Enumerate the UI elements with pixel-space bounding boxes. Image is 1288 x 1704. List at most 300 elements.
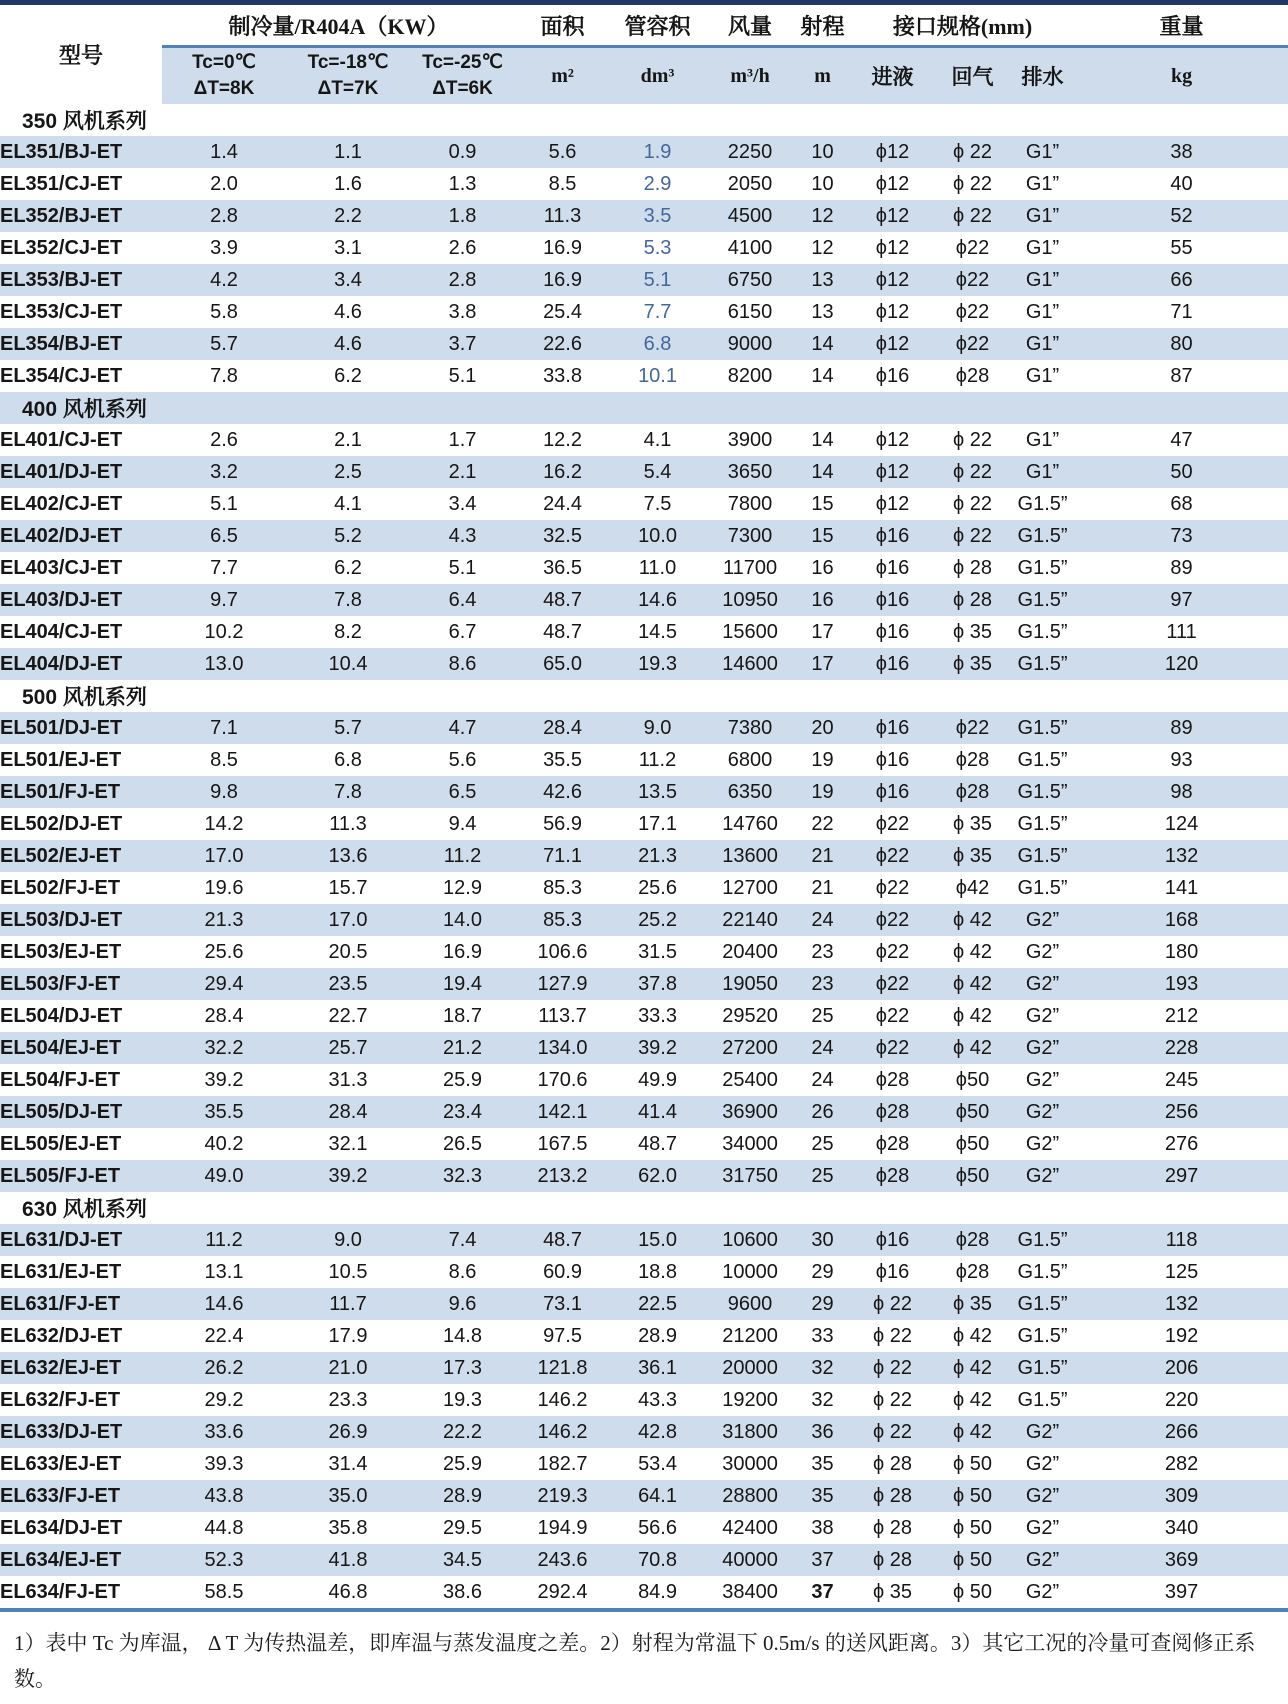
cell-throw: 25: [795, 1160, 850, 1192]
cell-c0: 13.1: [204, 1260, 244, 1283]
cell-weight: 369: [1075, 1544, 1288, 1576]
cell-c25: 5.1: [448, 364, 477, 387]
cell-liquid: ϕ16: [850, 520, 935, 552]
cell-area: 28.4: [515, 712, 610, 744]
cell-throw: 19: [795, 776, 850, 808]
section-title: 400 风机系列: [0, 392, 1288, 424]
cell-air: 10000: [722, 1260, 778, 1283]
cell-c18: 10.4: [286, 648, 410, 680]
cell-c18: 41.8: [286, 1544, 410, 1576]
cell-c25: 28.9: [410, 1480, 515, 1512]
cell-vol: 5.4: [610, 456, 705, 488]
cell-throw: 22: [811, 812, 834, 835]
cell-air: 7300: [705, 520, 795, 552]
cell-air: 25400: [722, 1068, 778, 1091]
cell-liquid: ϕ16: [850, 1224, 935, 1256]
cell-model: EL353/BJ-ET: [0, 264, 162, 296]
cell-drain: G2”: [1010, 904, 1075, 936]
cell-c0: 14.6: [162, 1288, 286, 1320]
cell-air: 36900: [705, 1096, 795, 1128]
cell-throw: 16: [795, 584, 850, 616]
table-row: [0, 936, 1288, 968]
cell-c0: 28.4: [204, 1004, 244, 1027]
cell-vol: 25.2: [610, 904, 705, 936]
table-row: [0, 648, 1288, 680]
cell-c25: 14.0: [410, 904, 515, 936]
cell-liquid: ϕ16: [875, 556, 910, 579]
cell-drain: G2”: [1010, 1032, 1075, 1064]
cell-throw: 21: [795, 840, 850, 872]
cell-air: 38400: [722, 1580, 778, 1603]
section-header-row: [0, 680, 1288, 712]
cell-gas: ϕ 28: [935, 584, 1010, 616]
cell-c18: 3.4: [286, 264, 410, 296]
cell-model: EL634/EJ-ET: [0, 1544, 162, 1576]
cell-air: 20400: [722, 940, 778, 963]
cell-model: EL503/EJ-ET: [0, 940, 122, 963]
cell-drain: G1”: [1010, 136, 1075, 168]
cell-drain: G1.5”: [1017, 812, 1068, 835]
cell-gas: ϕ 42: [953, 1388, 993, 1411]
cell-c25: 19.3: [443, 1388, 482, 1411]
cell-throw: 26: [795, 1096, 850, 1128]
cell-throw: 14: [795, 328, 850, 360]
cell-c0: 9.7: [162, 584, 286, 616]
cell-liquid: ϕ22: [875, 876, 910, 899]
cell-air: 6150: [727, 300, 773, 323]
tc0-dt-label: ΔT=8K: [193, 78, 255, 99]
cell-c25: 32.3: [410, 1160, 515, 1192]
cell-area: 113.7: [538, 1004, 587, 1027]
cell-throw: 14: [795, 456, 850, 488]
cell-air: 30000: [722, 1452, 778, 1475]
cell-air: 15600: [722, 620, 778, 643]
cell-model: EL505/DJ-ET: [0, 1096, 162, 1128]
cell-weight: 206: [1075, 1352, 1288, 1384]
cell-c0: 13.0: [162, 648, 286, 680]
cell-c0: 35.5: [162, 1096, 286, 1128]
cell-c25: 12.9: [443, 876, 482, 899]
tc18-dt-label: ΔT=7K: [317, 78, 379, 99]
cell-weight: 87: [1170, 364, 1193, 387]
cell-c18: 39.2: [286, 1160, 410, 1192]
cell-air: 28800: [705, 1480, 795, 1512]
cell-throw: 25: [811, 1004, 834, 1027]
cell-air: 40000: [705, 1544, 795, 1576]
cell-area: 25.4: [543, 300, 582, 323]
cell-c0: 14.2: [204, 812, 244, 835]
cell-drain: G1.5”: [1010, 712, 1075, 744]
cell-weight: 192: [1164, 1324, 1199, 1347]
cell-c25: 8.6: [410, 648, 515, 680]
col-header-weight: 重量: [1075, 3, 1288, 47]
cell-throw: 10: [811, 172, 834, 195]
cell-area: 32.5: [515, 520, 610, 552]
cell-c25: 4.7: [410, 712, 515, 744]
cell-drain: G1.5”: [1010, 1224, 1075, 1256]
cell-c25: 9.6: [410, 1288, 515, 1320]
cell-air: 2250: [705, 136, 795, 168]
cell-weight: 168: [1075, 904, 1288, 936]
cell-model: EL634/FJ-ET: [0, 1580, 121, 1603]
cell-gas: ϕ 35: [935, 1288, 1010, 1320]
cell-air: 27200: [705, 1032, 795, 1064]
cell-area: 85.3: [543, 876, 582, 899]
cell-c0: 5.1: [210, 492, 238, 515]
cell-c0: 44.8: [204, 1516, 244, 1539]
cell-throw: 20: [795, 712, 850, 744]
cell-vol: 11.2: [638, 748, 677, 771]
cell-area: 36.5: [543, 556, 582, 579]
cell-weight: 245: [1164, 1068, 1199, 1091]
cell-area: 292.4: [537, 1580, 588, 1603]
cell-weight: 73: [1075, 520, 1288, 552]
cell-gas: ϕ 22: [935, 136, 1010, 168]
cell-c25: 18.7: [443, 1004, 482, 1027]
cell-c18: 2.2: [286, 200, 410, 232]
cell-c25: 16.9: [443, 940, 482, 963]
cell-weight: 80: [1075, 328, 1288, 360]
cell-c18: 5.7: [286, 712, 410, 744]
cell-vol: 2.9: [643, 172, 672, 195]
cell-vol: 42.8: [610, 1416, 705, 1448]
cell-c25: 25.9: [443, 1068, 482, 1091]
cell-gas: ϕ 35: [953, 812, 993, 835]
cell-c18: 4.1: [334, 492, 362, 515]
table-row: [0, 296, 1288, 328]
cell-area: 213.2: [515, 1160, 610, 1192]
cell-gas: ϕ28: [935, 776, 1010, 808]
cell-drain: G1.5”: [1010, 1288, 1075, 1320]
cell-c18: 4.6: [286, 328, 410, 360]
cell-throw: 32: [795, 1352, 850, 1384]
cell-gas: ϕ 50: [953, 1580, 993, 1603]
cell-air: 7380: [705, 712, 795, 744]
cell-c0: 8.5: [210, 748, 238, 771]
unit-area: m²: [515, 47, 610, 105]
cell-weight: 47: [1170, 428, 1193, 451]
cell-area: 60.9: [543, 1260, 582, 1283]
table-row: [0, 1288, 1288, 1320]
subheader-drain: 排水: [1010, 47, 1075, 105]
cell-model: EL503/DJ-ET: [0, 904, 162, 936]
cell-area: 24.4: [543, 492, 582, 515]
table-row: [0, 200, 1288, 232]
cell-vol: 21.3: [610, 840, 705, 872]
cell-gas: ϕ 42: [935, 1416, 1010, 1448]
cell-throw: 17: [795, 648, 850, 680]
cell-liquid: ϕ12: [875, 428, 910, 451]
cell-c25: 29.5: [443, 1516, 482, 1539]
cell-air: 7800: [727, 492, 773, 515]
cell-liquid: ϕ 22: [850, 1352, 935, 1384]
cell-vol: 64.1: [610, 1480, 705, 1512]
cell-weight: 52: [1075, 200, 1288, 232]
cell-area: 71.1: [515, 840, 610, 872]
header-row-units: [0, 47, 1288, 105]
cell-liquid: ϕ22: [875, 812, 910, 835]
cell-model: EL504/EJ-ET: [0, 1032, 162, 1064]
cell-vol: 62.0: [610, 1160, 705, 1192]
cell-c25: 5.1: [448, 556, 477, 579]
cell-air: 42400: [722, 1516, 778, 1539]
cell-area: 12.2: [543, 428, 582, 451]
cell-liquid: ϕ28: [850, 1160, 935, 1192]
cell-air: 8200: [727, 364, 773, 387]
cell-c18: 11.3: [329, 812, 367, 835]
cell-gas: ϕ 42: [935, 1032, 1010, 1064]
cell-vol: 70.8: [610, 1544, 705, 1576]
cell-area: 121.8: [515, 1352, 610, 1384]
cell-vol: 1.9: [610, 136, 705, 168]
tc25-dt-label: ΔT=6K: [432, 78, 493, 99]
cell-area: 48.7: [515, 584, 610, 616]
cell-area: 167.5: [537, 1132, 588, 1155]
cell-area: 97.5: [543, 1324, 582, 1347]
cell-c18: 32.1: [328, 1132, 368, 1155]
unit-tube-volume: dm³: [610, 47, 705, 105]
cell-c18: 28.4: [286, 1096, 410, 1128]
cell-model: EL351/BJ-ET: [0, 136, 162, 168]
tc18-temp-label: Tc=-18℃: [307, 52, 389, 73]
cell-area: 194.9: [537, 1516, 588, 1539]
cell-c18: 11.7: [286, 1288, 410, 1320]
cell-throw: 29: [795, 1288, 850, 1320]
cell-throw: 10: [795, 136, 850, 168]
cell-c0: 2.8: [162, 200, 286, 232]
cell-throw: 16: [811, 556, 834, 579]
table-row: [0, 1512, 1288, 1544]
cell-throw: 12: [811, 236, 834, 259]
cell-c18: 22.7: [328, 1004, 368, 1027]
cell-liquid: ϕ 28: [873, 1452, 913, 1475]
cell-c18: 21.0: [286, 1352, 410, 1384]
cell-drain: G1”: [1010, 456, 1075, 488]
cell-c18: 8.2: [334, 620, 362, 643]
cell-model: EL631/EJ-ET: [0, 1260, 122, 1283]
cell-c0: 2.6: [210, 428, 238, 451]
table-row: [0, 264, 1288, 296]
cell-air: 6350: [705, 776, 795, 808]
cell-model: EL632/FJ-ET: [0, 1388, 121, 1411]
cell-vol: 6.8: [610, 328, 705, 360]
cell-area: 65.0: [515, 648, 610, 680]
cell-gas: ϕ50: [955, 1068, 990, 1091]
table-row: [0, 904, 1288, 936]
cell-liquid: ϕ 28: [873, 1516, 913, 1539]
table-row: [0, 1160, 1288, 1192]
cell-c25: 25.9: [443, 1452, 482, 1475]
cell-c0: 25.6: [204, 940, 244, 963]
cell-weight: 89: [1075, 712, 1288, 744]
cell-vol: 15.0: [610, 1224, 705, 1256]
cell-c18: 4.6: [334, 300, 362, 323]
cell-weight: 118: [1075, 1224, 1288, 1256]
cell-air: 6800: [727, 748, 773, 771]
cell-c25: 2.8: [410, 264, 515, 296]
cell-weight: 276: [1164, 1132, 1199, 1155]
cell-c0: 22.4: [204, 1324, 244, 1347]
cell-model: EL502/EJ-ET: [0, 840, 162, 872]
cell-vol: 53.4: [638, 1452, 677, 1475]
cell-c18: 25.7: [286, 1032, 410, 1064]
cell-model: EL633/FJ-ET: [0, 1480, 162, 1512]
cell-model: EL352/BJ-ET: [0, 200, 162, 232]
cell-vol: 49.9: [638, 1068, 677, 1091]
cell-liquid: ϕ12: [850, 456, 935, 488]
cell-air: 3650: [705, 456, 795, 488]
cell-c18: 6.2: [334, 364, 362, 387]
cell-area: 73.1: [515, 1288, 610, 1320]
table-row: [0, 616, 1288, 648]
cell-c0: 17.0: [162, 840, 286, 872]
col-header-throw: 射程: [795, 3, 850, 47]
section-title: 350 风机系列: [22, 110, 147, 133]
cell-c18: 13.6: [286, 840, 410, 872]
table-row: [0, 456, 1288, 488]
cell-model: EL505/FJ-ET: [0, 1160, 162, 1192]
table-row: [0, 1096, 1288, 1128]
cell-weight: 132: [1075, 840, 1288, 872]
cell-c0: 52.3: [162, 1544, 286, 1576]
cell-liquid: ϕ22: [850, 904, 935, 936]
cell-c25: 0.9: [410, 136, 515, 168]
cell-model: EL504/FJ-ET: [0, 1068, 121, 1091]
cell-throw: 37: [795, 1544, 850, 1576]
cell-model: EL632/DJ-ET: [0, 1324, 123, 1347]
cell-throw: 14: [811, 364, 834, 387]
cell-air: 12700: [722, 876, 778, 899]
cell-drain: G2”: [1010, 1160, 1075, 1192]
footnote: 1）表中 Tc 为库温， Δ T 为传热温差，即库温与蒸发温度之差。2）射程为常温下 0.5m/s 的送风距离。3）其它工况的冷量可查阅修正系数。: [14, 1631, 1256, 1691]
cell-gas: ϕ 50: [953, 1516, 993, 1539]
cell-drain: G1.5”: [1010, 648, 1075, 680]
cell-weight: 297: [1075, 1160, 1288, 1192]
cell-throw: 36: [795, 1416, 850, 1448]
table-row: [0, 1256, 1288, 1288]
cell-gas: ϕ28: [935, 1224, 1010, 1256]
cell-c18: 17.0: [286, 904, 410, 936]
cell-weight: 89: [1170, 556, 1193, 579]
cell-liquid: ϕ12: [875, 236, 910, 259]
cell-c0: 11.2: [162, 1224, 286, 1256]
cell-liquid: ϕ12: [850, 328, 935, 360]
cell-c18: 6.8: [334, 748, 362, 771]
cell-vol: 31.5: [638, 940, 677, 963]
cell-weight: 309: [1075, 1480, 1288, 1512]
table-row: [0, 360, 1288, 392]
cell-liquid: ϕ 22: [850, 1416, 935, 1448]
cell-vol: 41.4: [610, 1096, 705, 1128]
cell-vol: 7.7: [643, 300, 672, 323]
cell-c25: 3.7: [410, 328, 515, 360]
cell-c18: 10.5: [328, 1260, 368, 1283]
cell-throw: 13: [795, 264, 850, 296]
table-row: [0, 1320, 1288, 1352]
cell-model: EL501/FJ-ET: [0, 776, 162, 808]
table-row: [0, 1128, 1288, 1160]
cell-liquid: ϕ16: [875, 620, 910, 643]
cell-vol: 84.9: [638, 1580, 677, 1603]
cell-model: EL401/DJ-ET: [0, 456, 162, 488]
cell-throw: 23: [795, 968, 850, 1000]
cell-gas: ϕ22: [935, 264, 1010, 296]
cell-vol: 25.6: [638, 876, 677, 899]
cell-liquid: ϕ22: [875, 940, 910, 963]
cell-throw: 24: [795, 1032, 850, 1064]
table-header: [0, 3, 1288, 105]
cell-c0: 43.8: [162, 1480, 286, 1512]
cell-air: 29520: [722, 1004, 778, 1027]
cell-liquid: ϕ12: [875, 300, 910, 323]
cell-vol: 48.7: [638, 1132, 677, 1155]
cell-throw: 33: [811, 1324, 834, 1347]
cell-gas: ϕ22: [935, 328, 1010, 360]
cell-c25: 7.4: [410, 1224, 515, 1256]
cell-gas: ϕ 22: [935, 456, 1010, 488]
cell-c25: 3.8: [448, 300, 477, 323]
cell-vol: 4.1: [643, 428, 672, 451]
cell-liquid: ϕ22: [850, 840, 935, 872]
cell-gas: ϕ 28: [953, 556, 993, 579]
cell-air: 4500: [705, 200, 795, 232]
cell-vol: 37.8: [610, 968, 705, 1000]
cell-liquid: ϕ28: [875, 1068, 910, 1091]
cell-area: 146.2: [537, 1388, 588, 1411]
table-row: [0, 1000, 1288, 1032]
col-group-cooling-capacity: 制冷量/R404A（KW）: [162, 3, 515, 47]
cell-throw: 13: [811, 300, 834, 323]
cell-drain: G1”: [1025, 300, 1060, 323]
cell-gas: ϕ 22: [953, 492, 993, 515]
cell-c25: 1.7: [448, 428, 477, 451]
table-row: [0, 232, 1288, 264]
cell-gas: ϕ50: [935, 1096, 1010, 1128]
cell-c0: 32.2: [162, 1032, 286, 1064]
cell-c0: 26.2: [162, 1352, 286, 1384]
cell-drain: G1”: [1025, 364, 1060, 387]
cell-area: 33.8: [543, 364, 582, 387]
col-group-port-spec: 接口规格(mm): [850, 3, 1075, 47]
cell-drain: G1”: [1010, 328, 1075, 360]
cell-c0: 21.3: [162, 904, 286, 936]
cell-drain: G1.5”: [1017, 1324, 1068, 1347]
cell-c25: 2.1: [410, 456, 515, 488]
cell-throw: 12: [795, 200, 850, 232]
cell-liquid: ϕ16: [875, 1260, 910, 1283]
cell-air: 10600: [705, 1224, 795, 1256]
cell-c0: 7.7: [210, 556, 238, 579]
cell-gas: ϕ 42: [953, 1324, 993, 1347]
table-row: [0, 520, 1288, 552]
cell-drain: G1.5”: [1010, 776, 1075, 808]
cell-model: EL402/DJ-ET: [0, 520, 162, 552]
cell-drain: G2”: [1010, 1096, 1075, 1128]
cell-weight: 220: [1164, 1388, 1199, 1411]
cell-gas: ϕ 22: [935, 520, 1010, 552]
cell-vol: 17.1: [638, 812, 677, 835]
table-row: [0, 872, 1288, 904]
cell-vol: 36.1: [610, 1352, 705, 1384]
cell-area: 16.2: [515, 456, 610, 488]
cell-gas: ϕ 42: [935, 904, 1010, 936]
cell-gas: ϕ 50: [935, 1544, 1010, 1576]
cell-liquid: ϕ28: [875, 1132, 910, 1155]
cell-drain: G1.5”: [1010, 1352, 1075, 1384]
cell-weight: 141: [1164, 876, 1199, 899]
cell-c25: 22.2: [410, 1416, 515, 1448]
cell-c0: 1.4: [162, 136, 286, 168]
